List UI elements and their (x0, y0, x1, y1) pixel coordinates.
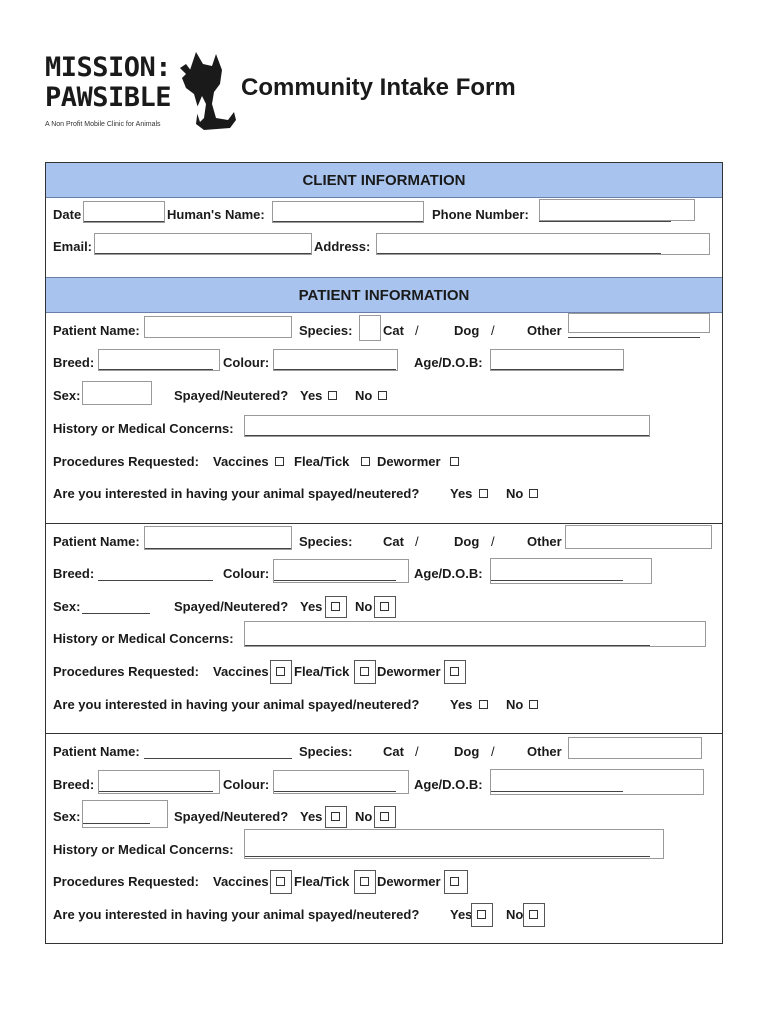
flea-tick-checkbox[interactable] (361, 457, 370, 466)
patient-divider (46, 733, 722, 734)
patient-name-field[interactable] (144, 526, 292, 550)
logo-line-2: PAWSIBLE (45, 82, 172, 113)
interest-yes-checkbox[interactable] (479, 489, 488, 498)
interest-yes-label: Yes (450, 486, 473, 501)
species-cat: Cat (383, 534, 404, 549)
history-label: History or Medical Concerns: (53, 631, 234, 646)
flea-tick-checkbox[interactable] (360, 667, 369, 676)
dewormer-checkbox[interactable] (450, 877, 459, 886)
species-other: Other (527, 744, 562, 759)
interest-no-label: No (506, 907, 524, 922)
age-field[interactable] (490, 349, 624, 371)
breed-label: Breed: (53, 566, 95, 581)
date-field[interactable] (83, 201, 165, 223)
colour-field[interactable] (273, 349, 398, 371)
history-label: History or Medical Concerns: (53, 421, 234, 436)
breed-label: Breed: (53, 777, 95, 792)
colour-label: Colour: (223, 566, 270, 581)
logo (45, 48, 240, 138)
breed-label: Breed: (53, 355, 95, 370)
age-field[interactable] (490, 769, 704, 795)
age-label: Age/D.O.B: (414, 355, 483, 370)
cat-dog-silhouette-icon (176, 48, 238, 132)
species-dog: Dog (454, 744, 480, 759)
phone-line (539, 221, 671, 222)
vaccines-checkbox[interactable] (275, 457, 284, 466)
history-field[interactable] (244, 829, 664, 859)
sex-label: Sex: (53, 809, 81, 824)
flea-tick-label: Flea/Tick (294, 874, 350, 889)
sex-label: Sex: (53, 599, 81, 614)
species-cat: Cat (383, 323, 404, 338)
spayed-yes-checkbox[interactable] (331, 602, 340, 611)
species-dog: Dog (454, 323, 480, 338)
spayed-yes-label: Yes (300, 388, 323, 403)
spayed-label: Spayed/Neutered? (174, 809, 289, 824)
species-slash: / (491, 323, 495, 338)
species-label: Species: (299, 323, 353, 338)
human-name-label: Human's Name: (167, 207, 265, 222)
species-slash: / (415, 323, 419, 338)
species-cat: Cat (383, 744, 404, 759)
spayed-yes-label: Yes (300, 599, 323, 614)
other-line (568, 337, 700, 338)
vaccines-checkbox[interactable] (276, 877, 285, 886)
interest-yes-label: Yes (450, 697, 473, 712)
history-field[interactable] (244, 621, 706, 647)
spayed-yes-label: Yes (300, 809, 323, 824)
species-dog: Dog (454, 534, 480, 549)
vaccines-label: Vaccines (213, 454, 269, 469)
colour-label: Colour: (223, 777, 270, 792)
colour-label: Colour: (223, 355, 270, 370)
other-species-field[interactable] (568, 737, 702, 759)
patient-divider (46, 523, 722, 524)
spayed-label: Spayed/Neutered? (174, 599, 289, 614)
colour-field[interactable] (273, 559, 409, 583)
age-field[interactable] (490, 558, 652, 584)
other-species-field[interactable] (568, 313, 710, 333)
patient-name-field[interactable] (144, 316, 292, 338)
client-info-header: CLIENT INFORMATION (46, 163, 722, 198)
address-field[interactable] (376, 233, 710, 255)
interest-question: Are you interested in having your animal spayed/neutered? (53, 697, 420, 712)
spayed-no-checkbox[interactable] (380, 812, 389, 821)
phone-label: Phone Number: (432, 207, 529, 222)
history-field[interactable] (244, 415, 650, 437)
interest-question: Are you interested in having your animal spayed/neutered? (53, 486, 420, 501)
email-label: Email: (53, 239, 93, 254)
species-slash: / (415, 744, 419, 759)
dewormer-label: Dewormer (377, 664, 441, 679)
spayed-no-label: No (355, 599, 373, 614)
species-slash: / (491, 744, 495, 759)
interest-no-checkbox[interactable] (529, 489, 538, 498)
history-label: History or Medical Concerns: (53, 842, 234, 857)
procedures-label: Procedures Requested: (53, 454, 199, 469)
interest-no-checkbox[interactable] (529, 700, 538, 709)
interest-no-checkbox[interactable] (529, 910, 538, 919)
species-field[interactable] (359, 315, 381, 341)
flea-tick-label: Flea/Tick (294, 664, 350, 679)
logo-line-1: MISSION: (45, 52, 172, 83)
breed-field[interactable] (98, 770, 220, 794)
sex-line (82, 613, 150, 614)
date-label: Date (53, 207, 82, 222)
age-label: Age/D.O.B: (414, 566, 483, 581)
spayed-no-checkbox[interactable] (380, 602, 389, 611)
breed-line (98, 580, 213, 581)
patient-name-label: Patient Name: (53, 323, 140, 338)
interest-no-label: No (506, 486, 524, 501)
intake-form (45, 162, 723, 944)
spayed-yes-checkbox[interactable] (331, 812, 340, 821)
dewormer-checkbox[interactable] (450, 457, 459, 466)
spayed-no-label: No (355, 388, 373, 403)
vaccines-label: Vaccines (213, 874, 269, 889)
flea-tick-label: Flea/Tick (294, 454, 350, 469)
species-label: Species: (299, 744, 353, 759)
patient-name-label: Patient Name: (53, 744, 140, 759)
species-other: Other (527, 323, 562, 338)
dewormer-checkbox[interactable] (450, 667, 459, 676)
spayed-no-label: No (355, 809, 373, 824)
breed-field[interactable] (98, 349, 220, 371)
spayed-no-checkbox[interactable] (378, 391, 387, 400)
other-species-field[interactable] (565, 525, 712, 549)
procedures-label: Procedures Requested: (53, 664, 199, 679)
patient-info-header: PATIENT INFORMATION (46, 277, 722, 313)
spayed-label: Spayed/Neutered? (174, 388, 289, 403)
address-label: Address: (314, 239, 371, 254)
age-label: Age/D.O.B: (414, 777, 483, 792)
sex-field[interactable] (82, 381, 152, 405)
species-slash: / (491, 534, 495, 549)
interest-yes-checkbox[interactable] (479, 700, 488, 709)
phone-field[interactable] (539, 199, 695, 221)
colour-field[interactable] (273, 770, 409, 794)
interest-question: Are you interested in having your animal spayed/neutered? (53, 907, 420, 922)
dewormer-label: Dewormer (377, 454, 441, 469)
patient-name-line (144, 758, 292, 759)
vaccines-checkbox[interactable] (276, 667, 285, 676)
procedures-label: Procedures Requested: (53, 874, 199, 889)
interest-yes-label: Yes (450, 907, 473, 922)
sex-field[interactable] (82, 800, 168, 828)
interest-yes-checkbox[interactable] (477, 910, 486, 919)
species-slash: / (415, 534, 419, 549)
form-title: Community Intake Form (241, 74, 516, 101)
species-label: Species: (299, 534, 353, 549)
logo-tagline: A Non Profit Mobile Clinic for Animals (45, 121, 161, 128)
dewormer-label: Dewormer (377, 874, 441, 889)
spayed-yes-checkbox[interactable] (328, 391, 337, 400)
sex-label: Sex: (53, 388, 81, 403)
human-name-field[interactable] (272, 201, 424, 223)
flea-tick-checkbox[interactable] (360, 877, 369, 886)
vaccines-label: Vaccines (213, 664, 269, 679)
email-field[interactable] (94, 233, 312, 255)
patient-name-label: Patient Name: (53, 534, 140, 549)
species-other: Other (527, 534, 562, 549)
interest-no-label: No (506, 697, 524, 712)
